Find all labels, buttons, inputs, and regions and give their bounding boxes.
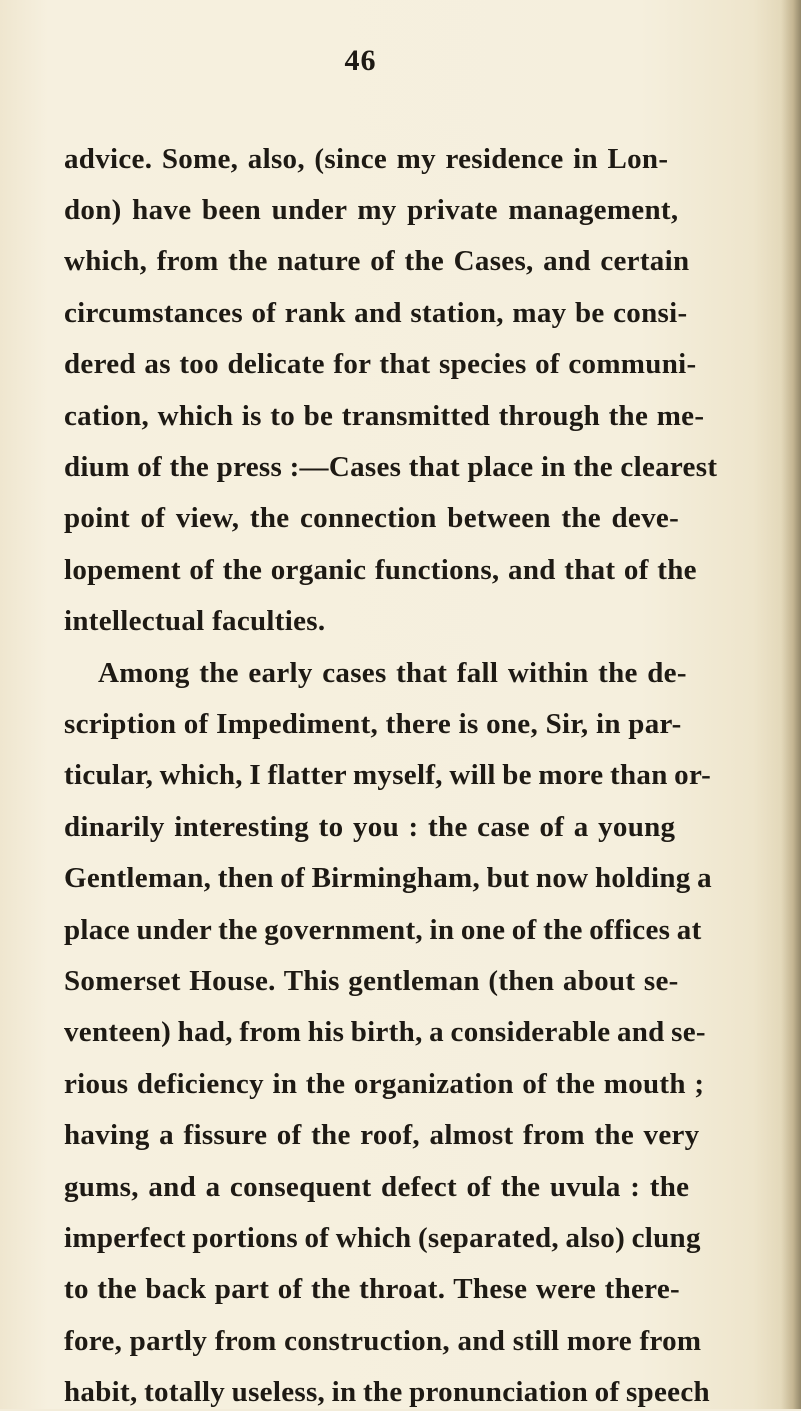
text-line: don) have been under my private management,: [64, 194, 679, 226]
text-line: circumstances of rank and station, may be consi-: [64, 297, 688, 329]
text-line: dered as too delicate for that species of communi-: [64, 348, 697, 380]
text-line: cation, which is to be transmitted through the me-: [64, 400, 705, 432]
text-line: gums, and a consequent defect of the uvula : the: [64, 1171, 690, 1203]
text-line: fore, partly from construction, and still more from: [64, 1325, 702, 1357]
text-line: lopement of the organic functions, and that of the: [64, 554, 697, 586]
text-line: ticular, which, I flatter myself, will be more than or-: [64, 759, 712, 791]
page-edge-shadow: [781, 0, 801, 1409]
text-line: place under the government, in one of the offices at: [64, 914, 702, 946]
text-line: having a fissure of the roof, almost from the very: [64, 1119, 700, 1151]
text-line: venteen) had, from his birth, a considerable and se-: [64, 1016, 706, 1048]
text-line: to the back part of the throat. These were there-: [64, 1273, 680, 1305]
text-line: which, from the nature of the Cases, and certain: [64, 245, 690, 277]
text-line: rious deficiency in the organization of the mouth ;: [64, 1068, 705, 1100]
text-line: Somerset House. This gentleman (then about se-: [64, 965, 679, 997]
text-line: Gentleman, then of Birmingham, but now holding a: [64, 862, 712, 894]
text-line: advice. Some, also, (since my residence in Lon-: [64, 143, 669, 175]
text-line: dinarily interesting to you : the case of a young: [64, 811, 676, 843]
text-line: scription of Impediment, there is one, Sir, in par-: [64, 708, 682, 740]
text-line: dium of the press :—Cases that place in the clearest: [64, 451, 718, 483]
text-line: habit, totally useless, in the pronunciation of speech: [64, 1376, 710, 1408]
text-line: intellectual faculties.: [64, 605, 326, 637]
text-line: Among the early cases that fall within the de-: [98, 657, 687, 689]
text-line: point of view, the connection between the deve-: [64, 502, 680, 534]
text-line: imperfect portions of which (separated, also) clung: [64, 1222, 701, 1254]
page-number: 46: [344, 44, 377, 77]
